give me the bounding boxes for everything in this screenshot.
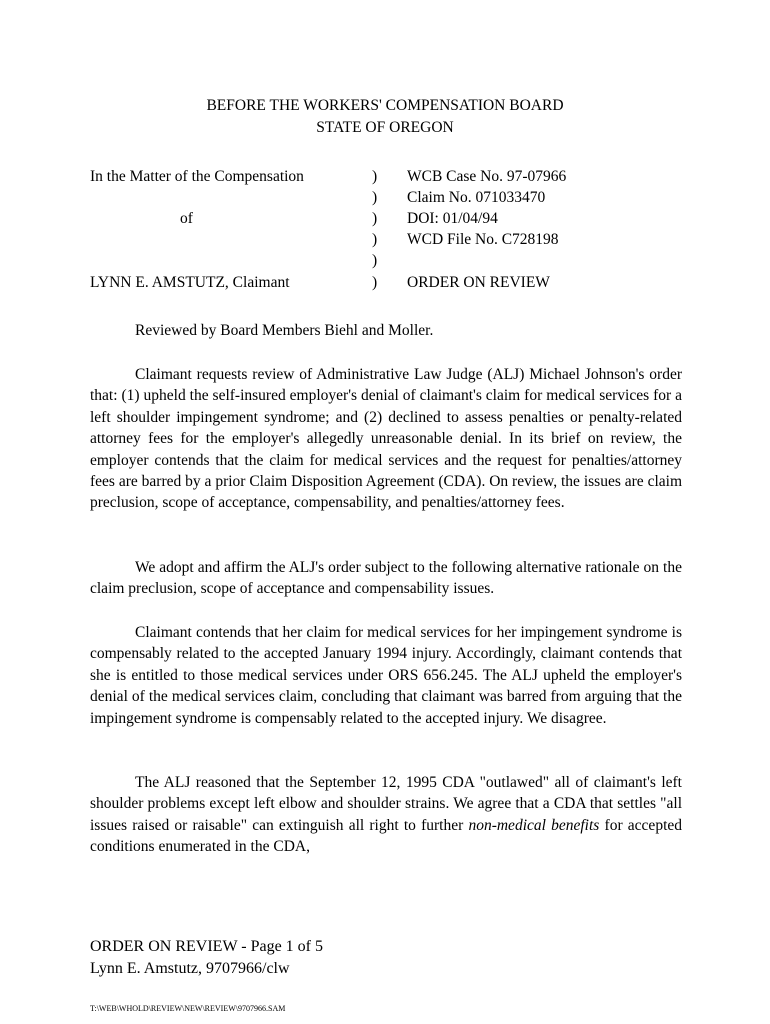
wcb-case-number: WCB Case No. 97-07966	[407, 168, 567, 185]
claimant-name: LYNN E. AMSTUTZ, Claimant	[90, 274, 290, 291]
caption-paren: )	[372, 189, 378, 206]
reasoning-text-end: for accepted conditions enumerated in the CDA,	[90, 816, 682, 856]
state-heading: STATE OF OREGON	[316, 119, 454, 136]
caption-paren: )	[372, 274, 378, 291]
reasoning-text: The ALJ reasoned that the September 12, 1995 CDA "outlawed" all of claimant's left shoulder problems except left elbow and shoulder strains. We agree that a CDA that settles "all issues raised or raisable" can extinguish all right to further	[90, 774, 682, 834]
reasoning-emphasis: non-medical benefits	[468, 816, 600, 834]
order-title: ORDER ON REVIEW	[407, 274, 550, 291]
caption-paren: )	[372, 168, 378, 185]
paragraph-contention: Claimant contends that her claim for medical services for her impingement syndrome is compensably related to the accepted January 1994 injury. Accordingly, claimant contends that she is entitled to those medical services under ORS 656.245. The ALJ upheld the employer's denial of the medical services claim, concluding that claimant was barred from arguing that the impingement syndrome is compensably related to the accepted injury. We disagree.	[90, 624, 682, 727]
matter-label: In the Matter of the Compensation	[90, 168, 304, 185]
file-path: T:\WEB\WHOLD\REVIEW\NEW\REVIEW\9707966.SAM	[90, 1004, 286, 1013]
paragraph-request: Claimant requests review of Administrative Law Judge (ALJ) Michael Johnson's order that: (1) upheld the self-insured employer's denial of claimant's claim for medical services for a left shoulder impingement syndrome; and (2) declined to assess penalties or penalty-related attorney fees for the employer's allegedly unreasonable denial. In its brief on review, the employer contends that the claim for medical services and the request for penalties/attorney fees are barred by a prior Claim Disposition Agreement (CDA). On review, the issues are claim preclusion, scope of acceptance, compensability, and penalties/attorney fees.	[90, 366, 682, 512]
caption-paren: )	[372, 252, 378, 269]
caption-paren: )	[372, 231, 378, 248]
date-of-injury: DOI: 01/04/94	[407, 210, 498, 227]
caption-paren: )	[372, 210, 378, 227]
paragraph-reasoning	[90, 772, 682, 858]
board-heading: BEFORE THE WORKERS' COMPENSATION BOARD	[206, 97, 564, 114]
paragraph-adopt: We adopt and affirm the ALJ's order subject to the following alternative rationale on the claim preclusion, scope of acceptance and compensability issues.	[90, 559, 682, 598]
page-footer-case: Lynn E. Amstutz, 9707966/clw	[90, 960, 290, 977]
page-footer-title: ORDER ON REVIEW - Page 1 of 5	[90, 938, 324, 955]
wcd-file-number: WCD File No. C728198	[407, 231, 559, 248]
claim-number: Claim No. 071033470	[407, 189, 546, 206]
paragraph-reviewers: Reviewed by Board Members Biehl and Moller.	[135, 322, 434, 339]
of-label: of	[180, 210, 193, 227]
